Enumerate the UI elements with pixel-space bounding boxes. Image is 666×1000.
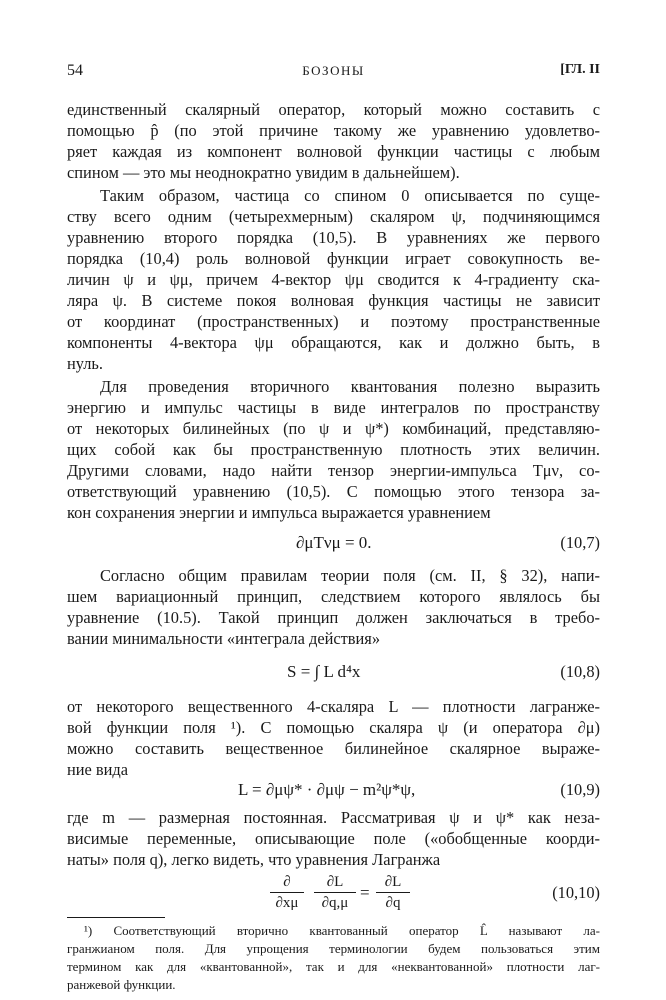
- equation-10-10-fraction-3: [376, 873, 410, 912]
- text-line: Другими словами, надо найти тензор энергии-импульса Tμν, со-: [67, 461, 600, 480]
- text-line: от некоторого вещественного 4-скаляра L — плотности лагранже-: [67, 697, 600, 716]
- text-line: вании минимальности «интеграла действия»: [67, 629, 381, 648]
- equation-10-10-fraction-1: [270, 873, 304, 912]
- text-line: компоненты 4-вектора ψμ обращаются, как и должно быть, в: [67, 333, 600, 352]
- equals-sign: =: [360, 883, 370, 902]
- equation-number: (10,10): [552, 883, 600, 902]
- text-line: нуль.: [67, 354, 103, 373]
- running-head: БОЗОНЫ: [302, 63, 365, 78]
- fraction-denominator: ∂q: [385, 895, 401, 911]
- text-line: от координат (пространственных) и поэтому пространственные: [67, 312, 600, 331]
- text-line: ству всего одним (четырехмерным) скаляром ψ, подчиняющимся: [67, 207, 600, 226]
- text-line: щих собой как бы пространственную плотность этих величин.: [67, 440, 600, 459]
- text-line: помощью p̂ (по этой причине такому же уравнению удовлетво-: [67, 121, 600, 140]
- text-line: вой функции поля ¹). С помощью скаляра ψ (и оператора ∂μ): [67, 718, 600, 737]
- text-line: Таким образом, частица со спином 0 описывается по суще-: [100, 186, 600, 205]
- text-line: от некоторых билинейных (по ψ и ψ*) комбинаций, представляю-: [67, 419, 600, 438]
- text-line: можно составить вещественное билинейное скалярное выраже-: [67, 739, 600, 758]
- text-line: уравнению второго порядка (10,5). В уравнениях же первого: [67, 228, 600, 247]
- equation-10-7: ∂μTνμ = 0.: [296, 533, 372, 552]
- fraction-numerator: ∂: [283, 874, 291, 890]
- text-line: ряет каждая из компонент волновой функции частицы с любым: [67, 142, 600, 161]
- page-number: 54: [67, 62, 83, 79]
- equation-10-9: L = ∂μψ* · ∂μψ − m²ψ*ψ,: [238, 780, 416, 799]
- text-line: висимые переменные, описывающие поле («обобщенные коорди-: [67, 829, 600, 848]
- fraction-denominator: ∂q,μ: [321, 895, 349, 911]
- footnote-line: ¹) Соответствующий вторично квантованный оператор L̂ называют ла-: [84, 923, 600, 938]
- text-line: ответствующий уравнению (10,5). С помощью этого тензора за-: [67, 482, 600, 501]
- page-header: [67, 62, 600, 84]
- footnote-rule: [67, 917, 165, 918]
- footnote-line: ранжевой функции.: [67, 977, 176, 992]
- text-line: порядка (10,4) роль волновой функции играет совокупность ве-: [67, 249, 600, 268]
- equation-10-8: S = ∫ L d⁴x: [287, 662, 361, 681]
- equation-10-10-fraction-2: [314, 873, 356, 912]
- equation-number: (10,8): [560, 662, 600, 681]
- text-line: наты» поля q), легко видеть, что уравнения Лагранжа: [67, 850, 441, 869]
- footnote-line: термином как для «квантованной», так и для «неквантованной» плотности лаг-: [67, 959, 600, 974]
- text-line: личин ψ и ψμ, причем 4-вектор ψμ сводится к 4-градиенту ска-: [67, 270, 600, 289]
- fraction-numerator: ∂L: [384, 874, 402, 890]
- equation-number: (10,9): [560, 780, 600, 799]
- text-line: ляра ψ. В системе покоя волновая функция частицы не зависит: [67, 291, 600, 310]
- text-line: Для проведения вторичного квантования полезно выразить: [100, 377, 600, 396]
- chapter-marker: [ГЛ. II: [560, 62, 600, 77]
- text-line: уравнение (10.5). Такой принцип должен заключаться в требо-: [67, 608, 600, 627]
- text-line: энергию и импульс частицы в виде интегралов по пространству: [67, 398, 600, 417]
- fraction-bar: [270, 892, 304, 893]
- text-line: ние вида: [67, 760, 129, 779]
- footnote-line: гранжианом поля. Для упрощения терминологии будем пользоваться этим: [67, 941, 600, 956]
- text-line: спином — это мы неоднократно увидим в дальнейшем).: [67, 163, 460, 182]
- text-line: кон сохранения энергии и импульса выражается уравнением: [67, 503, 491, 522]
- fraction-bar: [376, 892, 410, 893]
- text-line: единственный скалярный оператор, который можно составить с: [67, 100, 600, 119]
- text-line: где m — размерная постоянная. Рассматривая ψ и ψ* как неза-: [67, 808, 600, 827]
- fraction-denominator: ∂xμ: [275, 895, 299, 911]
- text-line: шем вариационный принцип, следствием которого являлось бы: [67, 587, 600, 606]
- text-line: Согласно общим правилам теории поля (см. II, § 32), напи-: [100, 566, 600, 585]
- equation-number: (10,7): [560, 533, 600, 552]
- fraction-numerator: ∂L: [326, 874, 344, 890]
- fraction-bar: [314, 892, 356, 893]
